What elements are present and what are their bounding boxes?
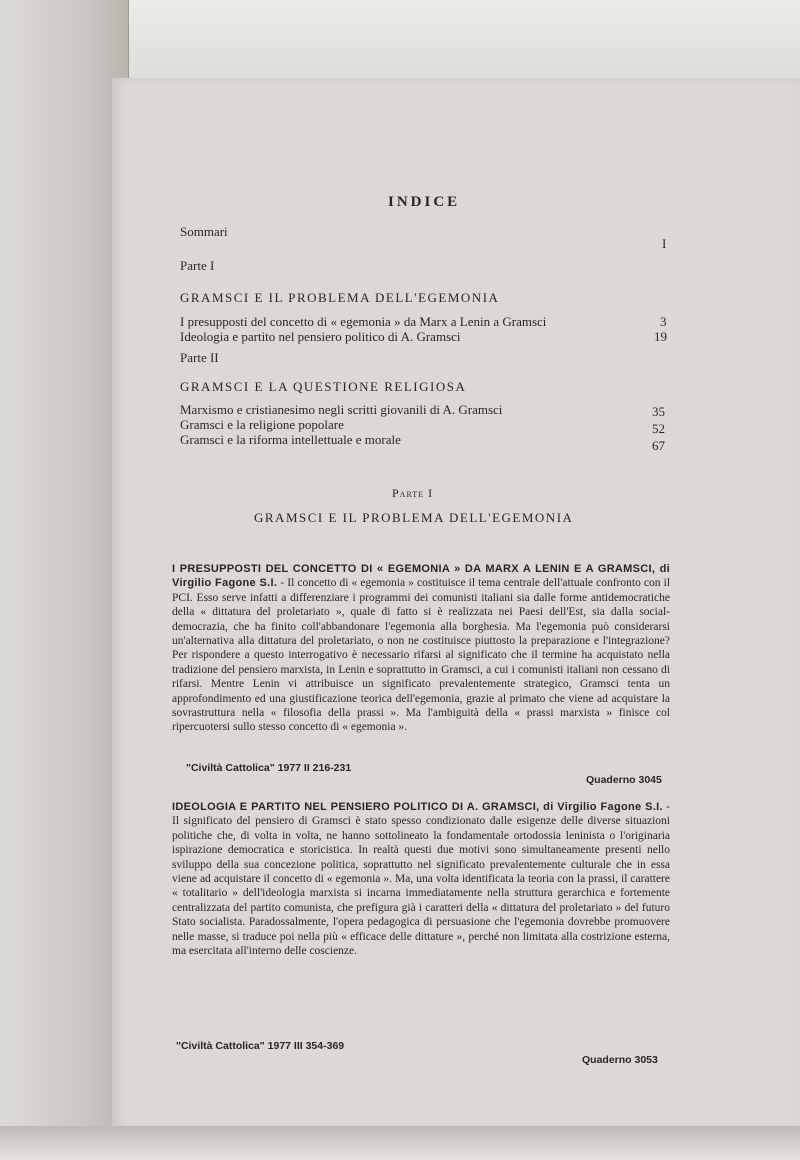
toc-item-page: 67 [652,438,665,453]
entry-source: "Civiltà Cattolica" 1977 III 354-369 [176,1040,345,1052]
index-title: INDICE [388,194,461,210]
part1-heading: GRAMSCI E IL PROBLEMA DELL'EGEMONIA [180,290,500,305]
part2-heading: GRAMSCI E LA QUESTIONE RELIGIOSA [180,379,467,394]
sommari-label: Sommari [180,224,228,239]
toc-item: I presupposti del concetto di « egemonia » da Marx a Lenin a Gramsci [180,314,547,329]
toc-item: Marxismo e cristianesimo negli scritti giovanili di A. Gramsci [180,402,503,417]
toc-item: Gramsci e la religione popolare [180,417,344,432]
part2-label: Parte II [180,350,219,365]
entry-body: - Il significato del pensiero di Gramsci è stato spesso condizionato dalle esigenze delle diverse situazioni politiche che, di volta in volta, ne hanno sottolineato la fondamentale ortodossia leninista o l'originaria ispirazione democratica e storicistica. In realtà questi due motivi sono simultaneamente presenti nello sviluppo della sua concezione politica, soprattutto nel significato prevalentemente culturale che in essa viene ad acquistare il concetto di « egemonia ». Ma, una volta identificata la teoria con la prassi, il carattere « totalitario » dell'ideologia marxista si incarna immediatamente nella struttura gerarchica e fortemente centralizzata del partito comunista, che prefigura già i caratteri della « dittatura del proletariato » del futuro Stato socialista. Paradossalmente, l'opera pedagogica di persuasione che l'egemonia dovrebbe promuovere nelle masse, si traduce poi nella più « efficace delle dittature », perché non limitata alla costrizione esterna, ma esercitata all'interno delle coscienze. [172,801,670,958]
toc-item: Ideologia e partito nel pensiero politico di A. Gramsci [180,329,461,344]
entry-source: "Civiltà Cattolica" 1977 II 216-231 [186,762,352,774]
entry-title: IDEOLOGIA E PARTITO NEL PENSIERO POLITICO DI A. GRAMSCI, di Virgilio Fagone S.I. [172,801,663,813]
entry-body: - Il concetto di « egemonia » costituisce il tema centrale dell'attuale confronto con il PCI. Esso serve infatti a differenziare i programmi dei comunisti italiani sia dalle forme antidemocratiche della « dittatura del proletariato », quale di fatto si è realizzata nei Paesi dell'Est, sia dalla social-democrazia, che ha finito coll'abbandonare l'egemonia alla borghesia. Ma l'egemonia può considerarsi un'alternativa alla dittatura del proletariato, o non ne costituisce piuttosto la preparazione e l'integrazione? Per rispondere a questo interrogativo è necessario rifarsi al significato che il termine ha acquistato nella tradizione del pensiero marxista, in Lenin e soprattutto in Gramsci, a cui i comunisti italiani non cessano di rifarsi. Mentre Lenin vi attribuisce un significato prevalentemente strategico, Gramsci tenta un approfondimento ed una giustificazione teorica dell'egemonia, grazie al primato che viene ad acquistare la sovrastruttura nella « filosofia della prassi ». Ma l'ambiguità della « prassi marxista » finisce col ripercuotersi sullo stesso concetto di « egemonia ». [172,577,671,734]
part1-label: Parte I [180,258,215,273]
toc-item-page: 3 [660,314,667,329]
page-shadow [0,1126,800,1160]
entry-title: I PRESUPPOSTI DEL CONCETTO DI « EGEMONIA » DA MARX A LENIN E A GRAMSCI, di Virgilio Fagone S.I. [172,563,670,590]
toc-item-page: 19 [654,329,667,344]
summary-entry [172,562,670,735]
sommari-page: I [662,236,667,251]
left-page-edge [0,0,129,1160]
entry-quaderno: Quaderno 3045 [586,774,662,786]
section-title: GRAMSCI E IL PROBLEMA DELL'EGEMONIA [254,510,574,525]
toc-item-page: 35 [652,404,665,419]
entry-quaderno: Quaderno 3053 [582,1054,658,1066]
section-label: Parte I [392,486,434,500]
toc-item: Gramsci e la riforma intellettuale e morale [180,432,401,447]
summary-entry [172,800,670,958]
toc-item-page: 52 [652,421,665,436]
